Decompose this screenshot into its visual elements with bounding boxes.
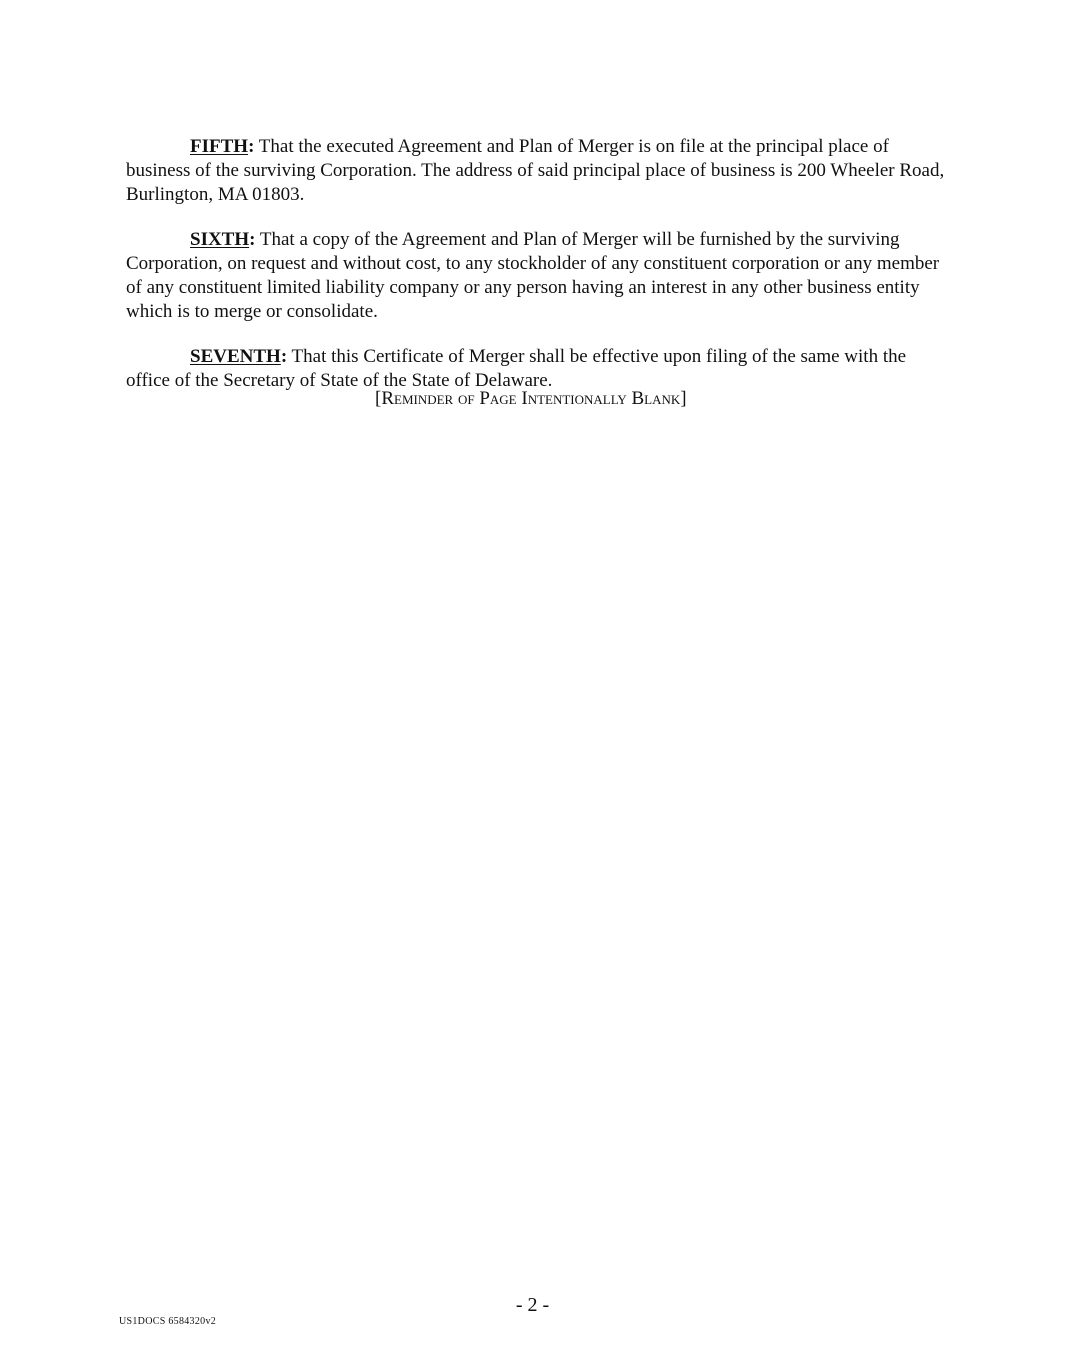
paragraph-text-fifth: That the executed Agreement and Plan of Merger is on file at the principal place of business of the surviving Corporation. The address of said principal place of business is 200 Wheeler Road, Burlington, MA 01803. bbox=[126, 136, 945, 205]
paragraph-heading-sixth: SIXTH bbox=[190, 229, 250, 250]
paragraph-fifth bbox=[126, 135, 946, 207]
paragraph-text-sixth: That a copy of the Agreement and Plan of Merger will be furnished by the surviving Corporation, on request and without cost, to any stockholder of any constituent corporation or any member of any constituent limited liability company or any person having an interest in any other business entity which is to merge or consolidate. bbox=[126, 229, 940, 322]
intentionally-blank-note: [Reminder of Page Intentionally Blank] bbox=[375, 388, 687, 409]
paragraph-sixth bbox=[126, 228, 946, 324]
heading-colon: : bbox=[249, 229, 256, 250]
paragraph-heading-seventh: SEVENTH bbox=[190, 346, 281, 367]
paragraph-seventh bbox=[126, 345, 946, 393]
document-id-footer: US1DOCS 6584320v2 bbox=[119, 1316, 217, 1327]
heading-colon: : bbox=[248, 136, 255, 157]
paragraph-text-seventh: That this Certificate of Merger shall be effective upon filing of the same with the office of the Secretary of State of the State of Delaware. bbox=[126, 346, 907, 391]
heading-colon: : bbox=[280, 346, 288, 367]
paragraph-heading-fifth: FIFTH bbox=[190, 136, 249, 157]
page-number: - 2 - bbox=[515, 1294, 550, 1316]
